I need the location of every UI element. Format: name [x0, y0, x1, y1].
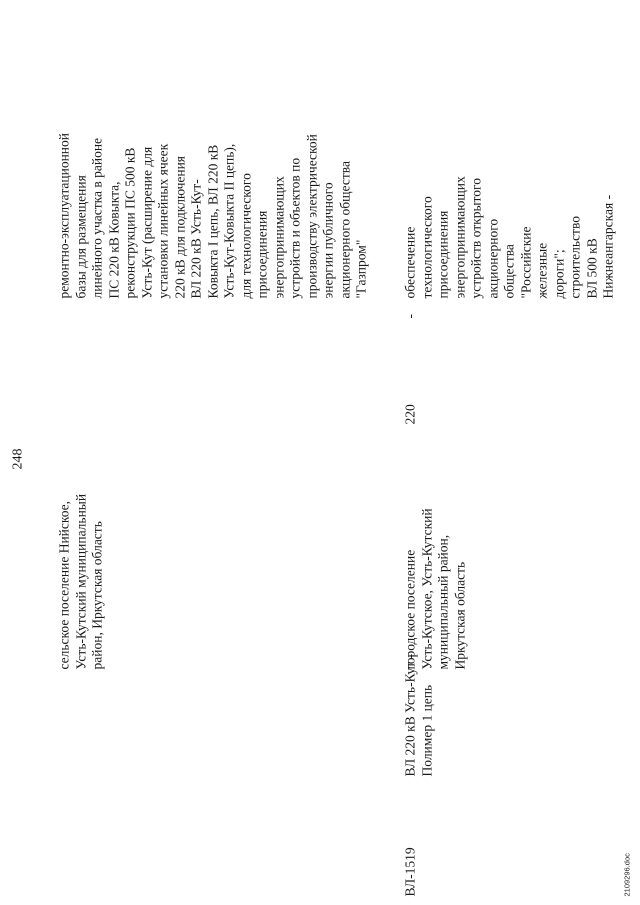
row2-voltage: 220: [402, 404, 418, 425]
row1-location: сельское поселение Нийское, Усть-Кутский муниципальный район, Иркутская область: [56, 493, 105, 670]
row2-dash: -: [402, 314, 418, 319]
row2-name: ВЛ 220 кВ Усть-Кут - Полимер 1 цепь: [402, 653, 434, 777]
rotated-table-sheet: [1, 0, 640, 905]
row2-location: городское поселение Усть-Кутское, Усть-Кутский муниципальный район, Иркутская область: [402, 508, 467, 670]
row2-purpose: обеспечение технологического присоединения энергопринимающих устройств открытого акционерного общества "Российские железные дороги"; строительство ВЛ 500 кВ Нижнеангарская -: [402, 176, 616, 299]
page-number: 248: [10, 448, 26, 470]
row2-code: ВЛ-1519: [402, 847, 418, 897]
row1-purpose: ремонтно-эксплуатационной базы для размещения линейного участка в районе ПС 220 кВ Ковыкта, реконструкции ПС 500 кВ Усть-Кут (расширение для установки линейных ячеек 220 кВ для подключения ВЛ 220 кВ Усть-Кут- Ковыкта I цепь, ВЛ 220 кВ Усть-Кут-Ковыкта II цепь), для технологического присоединения энергопринимающих устройств и объектов по производству электрической энергии публичного акционерного общества "Газпром": [56, 133, 369, 299]
footer-filename: 2109296.doc: [622, 853, 632, 897]
